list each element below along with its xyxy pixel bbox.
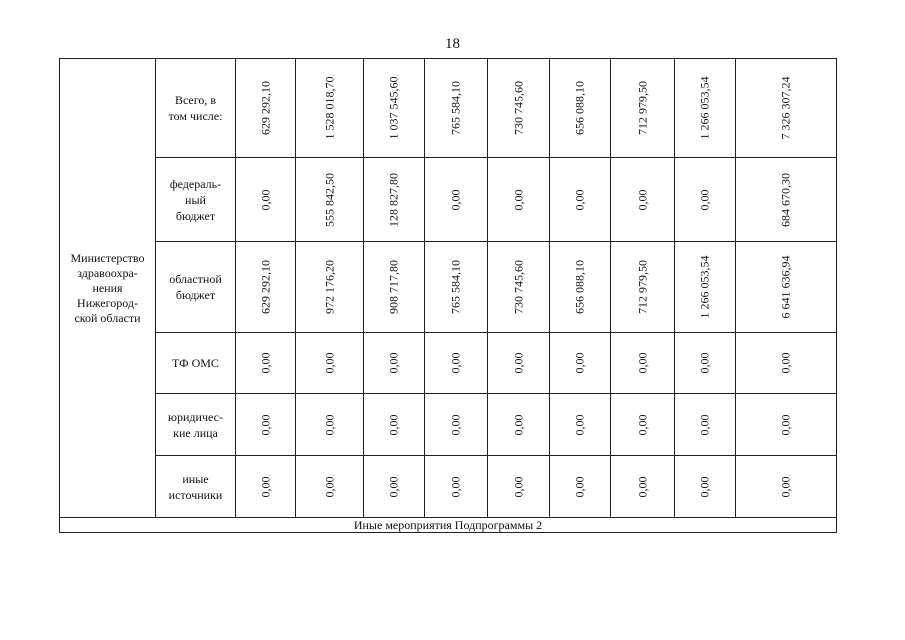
amount-cell <box>425 158 488 242</box>
amount-value: 656 088,10 <box>572 81 587 135</box>
amount-cell <box>675 242 736 333</box>
amount-value: 0,00 <box>778 414 793 435</box>
amount-cell <box>364 333 425 394</box>
amount-value: 0,00 <box>572 189 587 210</box>
amount-value: 730 745,60 <box>511 260 525 314</box>
amount-cell <box>611 456 675 518</box>
amount-cell <box>364 158 425 242</box>
amount-value: 0,00 <box>635 414 649 435</box>
amount-value: 7 326 307,24 <box>778 76 793 140</box>
amount-value: 0,00 <box>572 352 587 374</box>
amount-value: 656 088,10 <box>572 260 587 314</box>
amount-cell <box>736 333 837 394</box>
amount-cell <box>236 242 296 333</box>
amount-cell <box>550 456 611 518</box>
amount-value: 712 979,50 <box>635 81 649 135</box>
funding-source-cell <box>156 394 236 456</box>
funding-source-cell <box>156 242 236 333</box>
amount-value: 730 745,60 <box>511 81 525 135</box>
funding-source-line: юридичес- <box>168 409 223 424</box>
amount-cell <box>611 394 675 456</box>
amount-value: 908 717,80 <box>386 260 401 314</box>
amount-value: 0,00 <box>511 352 525 374</box>
amount-value: 0,00 <box>448 352 463 374</box>
amount-value: 0,00 <box>258 476 272 497</box>
table-row <box>60 242 837 333</box>
funding-source-line: кие лица <box>173 425 218 440</box>
amount-cell <box>550 158 611 242</box>
funding-source-cell <box>156 333 236 394</box>
amount-value: 712 979,50 <box>635 260 649 314</box>
table-row <box>60 59 837 158</box>
amount-cell <box>736 242 837 333</box>
amount-cell <box>236 333 296 394</box>
table-row <box>60 456 837 518</box>
amount-value: 0,00 <box>511 189 525 210</box>
funding-source-line: ный <box>185 192 206 207</box>
amount-value: 0,00 <box>697 352 712 374</box>
amount-cell <box>425 59 488 158</box>
amount-cell <box>296 394 364 456</box>
amount-cell <box>550 59 611 158</box>
funding-source-line: бюджет <box>175 288 216 302</box>
amount-value: 0,00 <box>322 476 336 497</box>
organization-line: нения <box>92 280 123 295</box>
amount-cell <box>425 456 488 518</box>
amount-cell <box>675 333 736 394</box>
amount-cell <box>736 394 837 456</box>
amount-cell <box>675 456 736 518</box>
amount-value: 1 266 053,54 <box>697 76 712 140</box>
amount-cell <box>611 59 675 158</box>
amount-value: 0,00 <box>386 414 401 435</box>
amount-value: 0,00 <box>778 476 793 497</box>
amount-cell <box>296 333 364 394</box>
amount-cell <box>364 59 425 158</box>
amount-cell <box>611 242 675 333</box>
amount-value: 972 176,20 <box>322 260 336 314</box>
organization-line: ской области <box>74 310 141 325</box>
amount-value: 0,00 <box>572 476 587 497</box>
amount-value: 765 584,10 <box>448 260 463 314</box>
caption-row <box>60 518 837 533</box>
table-row <box>60 394 837 456</box>
amount-value: 128 827,80 <box>386 172 401 227</box>
amount-value: 0,00 <box>697 414 712 435</box>
organization-line: Министерство <box>70 250 145 265</box>
amount-cell <box>488 333 550 394</box>
funding-source-cell <box>156 158 236 242</box>
amount-value: 6 641 636,94 <box>778 255 793 319</box>
table-row <box>60 158 837 242</box>
amount-cell <box>736 158 837 242</box>
amount-cell <box>611 333 675 394</box>
amount-value: 0,00 <box>448 414 463 435</box>
amount-value: 684 670,30 <box>778 172 793 227</box>
table-row <box>60 333 837 394</box>
funding-source-line: том числе: <box>168 109 223 123</box>
amount-cell <box>550 394 611 456</box>
amount-cell <box>364 456 425 518</box>
amount-cell <box>488 394 550 456</box>
amount-value: 765 584,10 <box>448 81 463 135</box>
funding-source-line: ТФ ОМС <box>172 356 219 370</box>
organization-line: Нижегород- <box>77 295 138 310</box>
organization-line: здравоохра- <box>77 265 138 280</box>
amount-cell <box>236 394 296 456</box>
funding-source-line: областной <box>169 272 222 286</box>
amount-value: 0,00 <box>697 476 712 497</box>
amount-cell <box>675 158 736 242</box>
funding-source-line: Всего, в <box>174 93 217 107</box>
amount-value: 629 292,10 <box>258 260 272 314</box>
amount-cell <box>236 59 296 158</box>
funding-source-cell <box>156 456 236 518</box>
funding-source-line: иные <box>182 471 209 486</box>
amount-cell <box>296 158 364 242</box>
funding-source-line: бюджет <box>175 208 216 223</box>
amount-value: 0,00 <box>778 352 793 374</box>
amount-cell <box>296 242 364 333</box>
amount-cell <box>675 394 736 456</box>
amount-cell <box>736 59 837 158</box>
funding-source-line: федераль- <box>169 176 222 191</box>
amount-value: 1 037 545,60 <box>386 76 401 140</box>
amount-value: 0,00 <box>322 414 336 435</box>
amount-value: 0,00 <box>258 414 272 435</box>
amount-cell <box>488 242 550 333</box>
amount-value: 0,00 <box>511 414 525 435</box>
amount-cell <box>425 394 488 456</box>
section-caption: Иные мероприятия Подпрограммы 2 <box>60 518 837 533</box>
amount-value: 0,00 <box>697 189 712 210</box>
amount-cell <box>675 59 736 158</box>
amount-value: 1 266 053,54 <box>697 255 712 319</box>
amount-cell <box>488 456 550 518</box>
amount-cell <box>236 456 296 518</box>
amount-cell <box>611 158 675 242</box>
amount-cell <box>425 242 488 333</box>
amount-value: 0,00 <box>386 352 401 374</box>
amount-cell <box>364 242 425 333</box>
amount-value: 0,00 <box>258 352 272 374</box>
amount-value: 0,00 <box>322 352 336 374</box>
amount-cell <box>550 333 611 394</box>
amount-value: 0,00 <box>635 476 649 497</box>
page-number: 18 <box>445 36 460 52</box>
funding-source-line: источники <box>168 487 223 502</box>
amount-value: 0,00 <box>635 352 649 374</box>
funding-source-cell <box>156 59 236 158</box>
amount-cell <box>296 456 364 518</box>
budget-table <box>59 58 837 533</box>
amount-cell <box>364 394 425 456</box>
amount-value: 0,00 <box>386 476 401 497</box>
amount-cell <box>296 59 364 158</box>
amount-value: 0,00 <box>511 476 525 497</box>
amount-value: 0,00 <box>258 189 272 210</box>
amount-cell <box>736 456 837 518</box>
amount-cell <box>550 242 611 333</box>
amount-value: 0,00 <box>635 189 649 210</box>
amount-value: 555 842,50 <box>322 172 336 227</box>
amount-value: 0,00 <box>572 414 587 435</box>
amount-cell <box>488 59 550 158</box>
amount-cell <box>236 158 296 242</box>
amount-value: 1 528 018,70 <box>322 76 336 140</box>
organization-cell <box>60 59 156 518</box>
amount-value: 0,00 <box>448 189 463 210</box>
amount-value: 629 292,10 <box>258 81 272 135</box>
amount-cell <box>488 158 550 242</box>
amount-value: 0,00 <box>448 476 463 497</box>
amount-cell <box>425 333 488 394</box>
